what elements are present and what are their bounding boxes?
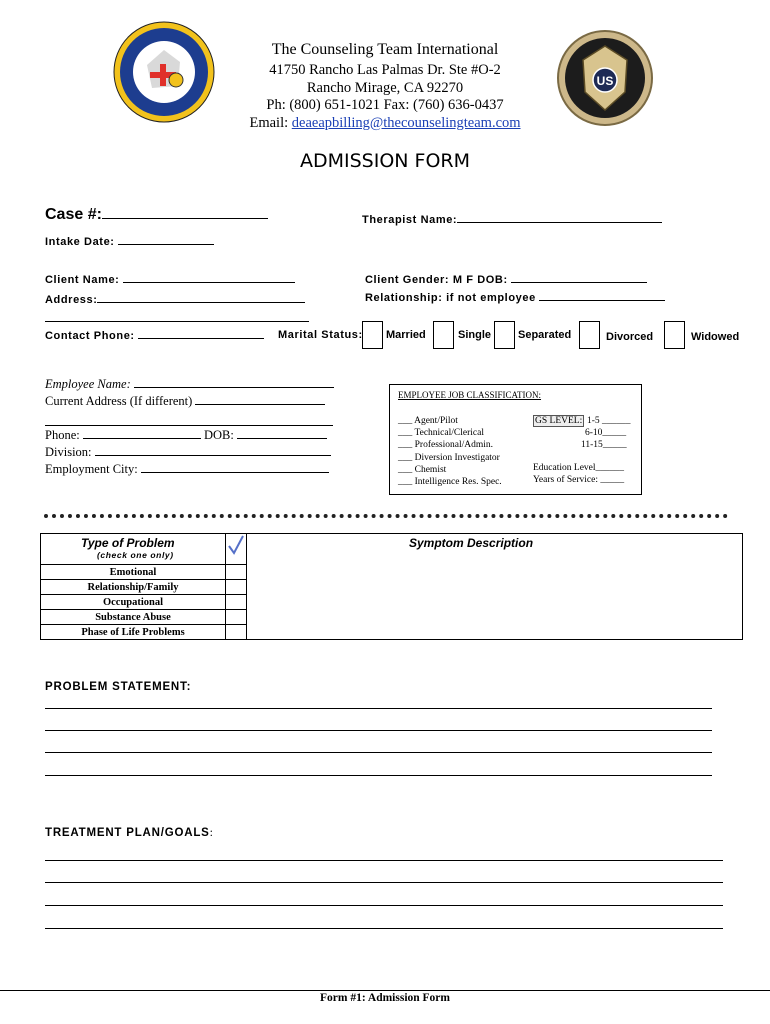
- divorced-checkbox[interactable]: [579, 321, 600, 349]
- intake-date-label: Intake Date:: [45, 236, 115, 248]
- current-address-field[interactable]: [45, 393, 325, 410]
- org-name: The Counseling Team International: [271, 41, 499, 58]
- client-gender-label: Client Gender: M F DOB:: [365, 274, 508, 286]
- years-of-service-label: Years of Service:: [533, 475, 598, 485]
- relationship-field[interactable]: [365, 290, 665, 304]
- client-name-field[interactable]: [45, 272, 295, 286]
- single-label: Single: [458, 329, 492, 341]
- symptom-cell[interactable]: [247, 565, 743, 580]
- job-classification-box: [389, 384, 642, 495]
- phone-label: Phone:: [45, 428, 80, 442]
- years-of-service-field[interactable]: Years of Service: _____: [533, 475, 625, 485]
- divorced-label: Divorced: [606, 331, 654, 343]
- symptom-description-title: Symptom Description: [409, 536, 534, 550]
- problem-check-cell[interactable]: [226, 595, 247, 610]
- treatment-plan-line[interactable]: [45, 927, 723, 929]
- problem-type-table: [40, 533, 743, 640]
- case-field[interactable]: [45, 206, 268, 224]
- relationship-label: Relationship: if not employee: [365, 292, 536, 304]
- problem-check-cell[interactable]: [226, 625, 247, 640]
- client-gender-field[interactable]: [365, 272, 647, 286]
- address-line-2: Rancho Mirage, CA 92270: [306, 80, 464, 96]
- problem-statement-line[interactable]: [45, 751, 712, 753]
- division-label: Division:: [45, 445, 92, 459]
- problem-type-cell: Substance Abuse: [41, 610, 226, 625]
- separated-checkbox[interactable]: [494, 321, 515, 349]
- married-checkbox[interactable]: [362, 321, 383, 349]
- employee-name-field[interactable]: [45, 376, 334, 393]
- svg-text:US: US: [596, 74, 614, 88]
- footer-rule: [0, 990, 770, 991]
- treatment-plan-line[interactable]: [45, 859, 723, 861]
- type-of-problem-header: [41, 534, 226, 565]
- check-column-header: [226, 534, 247, 565]
- treatment-plan-line[interactable]: [45, 904, 723, 906]
- us-badge-seal: [557, 30, 653, 126]
- problem-statement-line[interactable]: [45, 729, 712, 731]
- marital-status-label: Marital Status:: [278, 329, 363, 341]
- symptom-cell[interactable]: [247, 595, 743, 610]
- contact-phone-field[interactable]: [45, 328, 264, 342]
- table-row: [41, 610, 743, 625]
- gs-level-item[interactable]: 11-15_____: [581, 440, 627, 451]
- problem-check-cell[interactable]: [226, 580, 247, 595]
- problem-check-cell[interactable]: [226, 565, 247, 580]
- type-of-problem-title: Type of Problem: [81, 536, 175, 550]
- job-classification-list: [398, 415, 502, 488]
- contact-phone-label: Contact Phone:: [45, 330, 135, 342]
- address-line-2-blank[interactable]: [45, 320, 309, 322]
- phone-fax: Ph: (800) 651-1021 Fax: (760) 636-0437: [266, 97, 504, 113]
- address-label: Address:: [45, 294, 98, 306]
- treatment-plan-heading: TREATMENT PLAN/GOALS:: [45, 825, 213, 839]
- employment-city-label: Employment City:: [45, 462, 138, 476]
- symptom-description-header: [247, 534, 743, 565]
- intake-date-field[interactable]: [45, 234, 214, 248]
- gs-level-item[interactable]: 6-10_____: [585, 428, 627, 439]
- education-level-field[interactable]: Education Level______: [533, 463, 625, 473]
- case-label: Case #:: [45, 206, 102, 223]
- checkmark-icon: [226, 548, 246, 559]
- employment-city-field[interactable]: [45, 461, 329, 478]
- problem-type-cell: Relationship/Family: [41, 580, 226, 595]
- symptom-cell[interactable]: [247, 580, 743, 595]
- job-classification-title: EMPLOYEE JOB CLASSIFICATION:: [398, 390, 542, 400]
- table-row: [41, 565, 743, 580]
- job-item[interactable]: ___ Agent/Pilot: [398, 416, 458, 426]
- division-field[interactable]: [45, 444, 331, 461]
- table-row: [41, 595, 743, 610]
- symptom-cell[interactable]: [247, 625, 743, 640]
- table-row: [41, 580, 743, 595]
- table-row: [41, 625, 743, 640]
- widowed-label: Widowed: [691, 331, 740, 343]
- email-line: [200, 115, 570, 132]
- job-item[interactable]: ___ Chemist: [398, 464, 447, 475]
- current-address-blank[interactable]: [45, 424, 333, 426]
- widowed-checkbox[interactable]: [664, 321, 685, 349]
- current-address-label: Current Address (If different): [45, 394, 193, 408]
- education-level-label: Education Level: [533, 463, 596, 473]
- address-field[interactable]: [45, 292, 305, 306]
- email-link[interactable]: deaeapbilling@thecounselingteam.com: [291, 115, 521, 131]
- treatment-plan-line[interactable]: [45, 881, 723, 883]
- problem-statement-label: PROBLEM STATEMENT:: [45, 681, 192, 693]
- treatment-plan-label: TREATMENT PLAN/GOALS: [45, 827, 210, 839]
- problem-check-cell[interactable]: [226, 610, 247, 625]
- problem-type-cell: Emotional: [41, 565, 226, 580]
- gs-level-label: GS LEVEL:: [535, 416, 583, 426]
- employee-name-label: Employee Name:: [45, 377, 131, 391]
- gs-level-item[interactable]: 1-5 ______: [587, 416, 631, 426]
- problem-type-cell: Occupational: [41, 595, 226, 610]
- problem-type-cell: Phase of Life Problems: [41, 625, 226, 640]
- check-one-note: (check one only): [97, 550, 174, 560]
- client-name-label: Client Name:: [45, 274, 120, 286]
- footer-text: Form #1: Admission Form: [319, 992, 450, 1004]
- job-item[interactable]: ___ Professional/Admin.: [398, 440, 493, 451]
- symptom-cell[interactable]: [247, 610, 743, 625]
- email-label: Email:: [249, 115, 289, 131]
- therapist-label: Therapist Name:: [362, 214, 458, 226]
- problem-statement-line[interactable]: [45, 774, 712, 776]
- gs-level-list: [581, 415, 631, 452]
- separated-label: Separated: [518, 329, 572, 341]
- dotted-divider: [44, 514, 728, 518]
- address-line-1: 41750 Rancho Las Palmas Dr. Ste #O-2: [269, 62, 501, 78]
- job-item[interactable]: ___ Technical/Clerical: [398, 428, 484, 439]
- phone-dob-field[interactable]: [45, 427, 327, 444]
- form-title: ADMISSION FORM: [299, 150, 471, 172]
- married-label: Married: [386, 329, 426, 341]
- job-item[interactable]: ___ Diversion Investigator: [398, 452, 500, 463]
- problem-statement-line[interactable]: [45, 707, 712, 709]
- therapist-field[interactable]: [362, 212, 662, 226]
- job-item[interactable]: ___ Intelligence Res. Spec.: [398, 477, 502, 488]
- dob-label: DOB:: [203, 428, 234, 442]
- single-checkbox[interactable]: [433, 321, 454, 349]
